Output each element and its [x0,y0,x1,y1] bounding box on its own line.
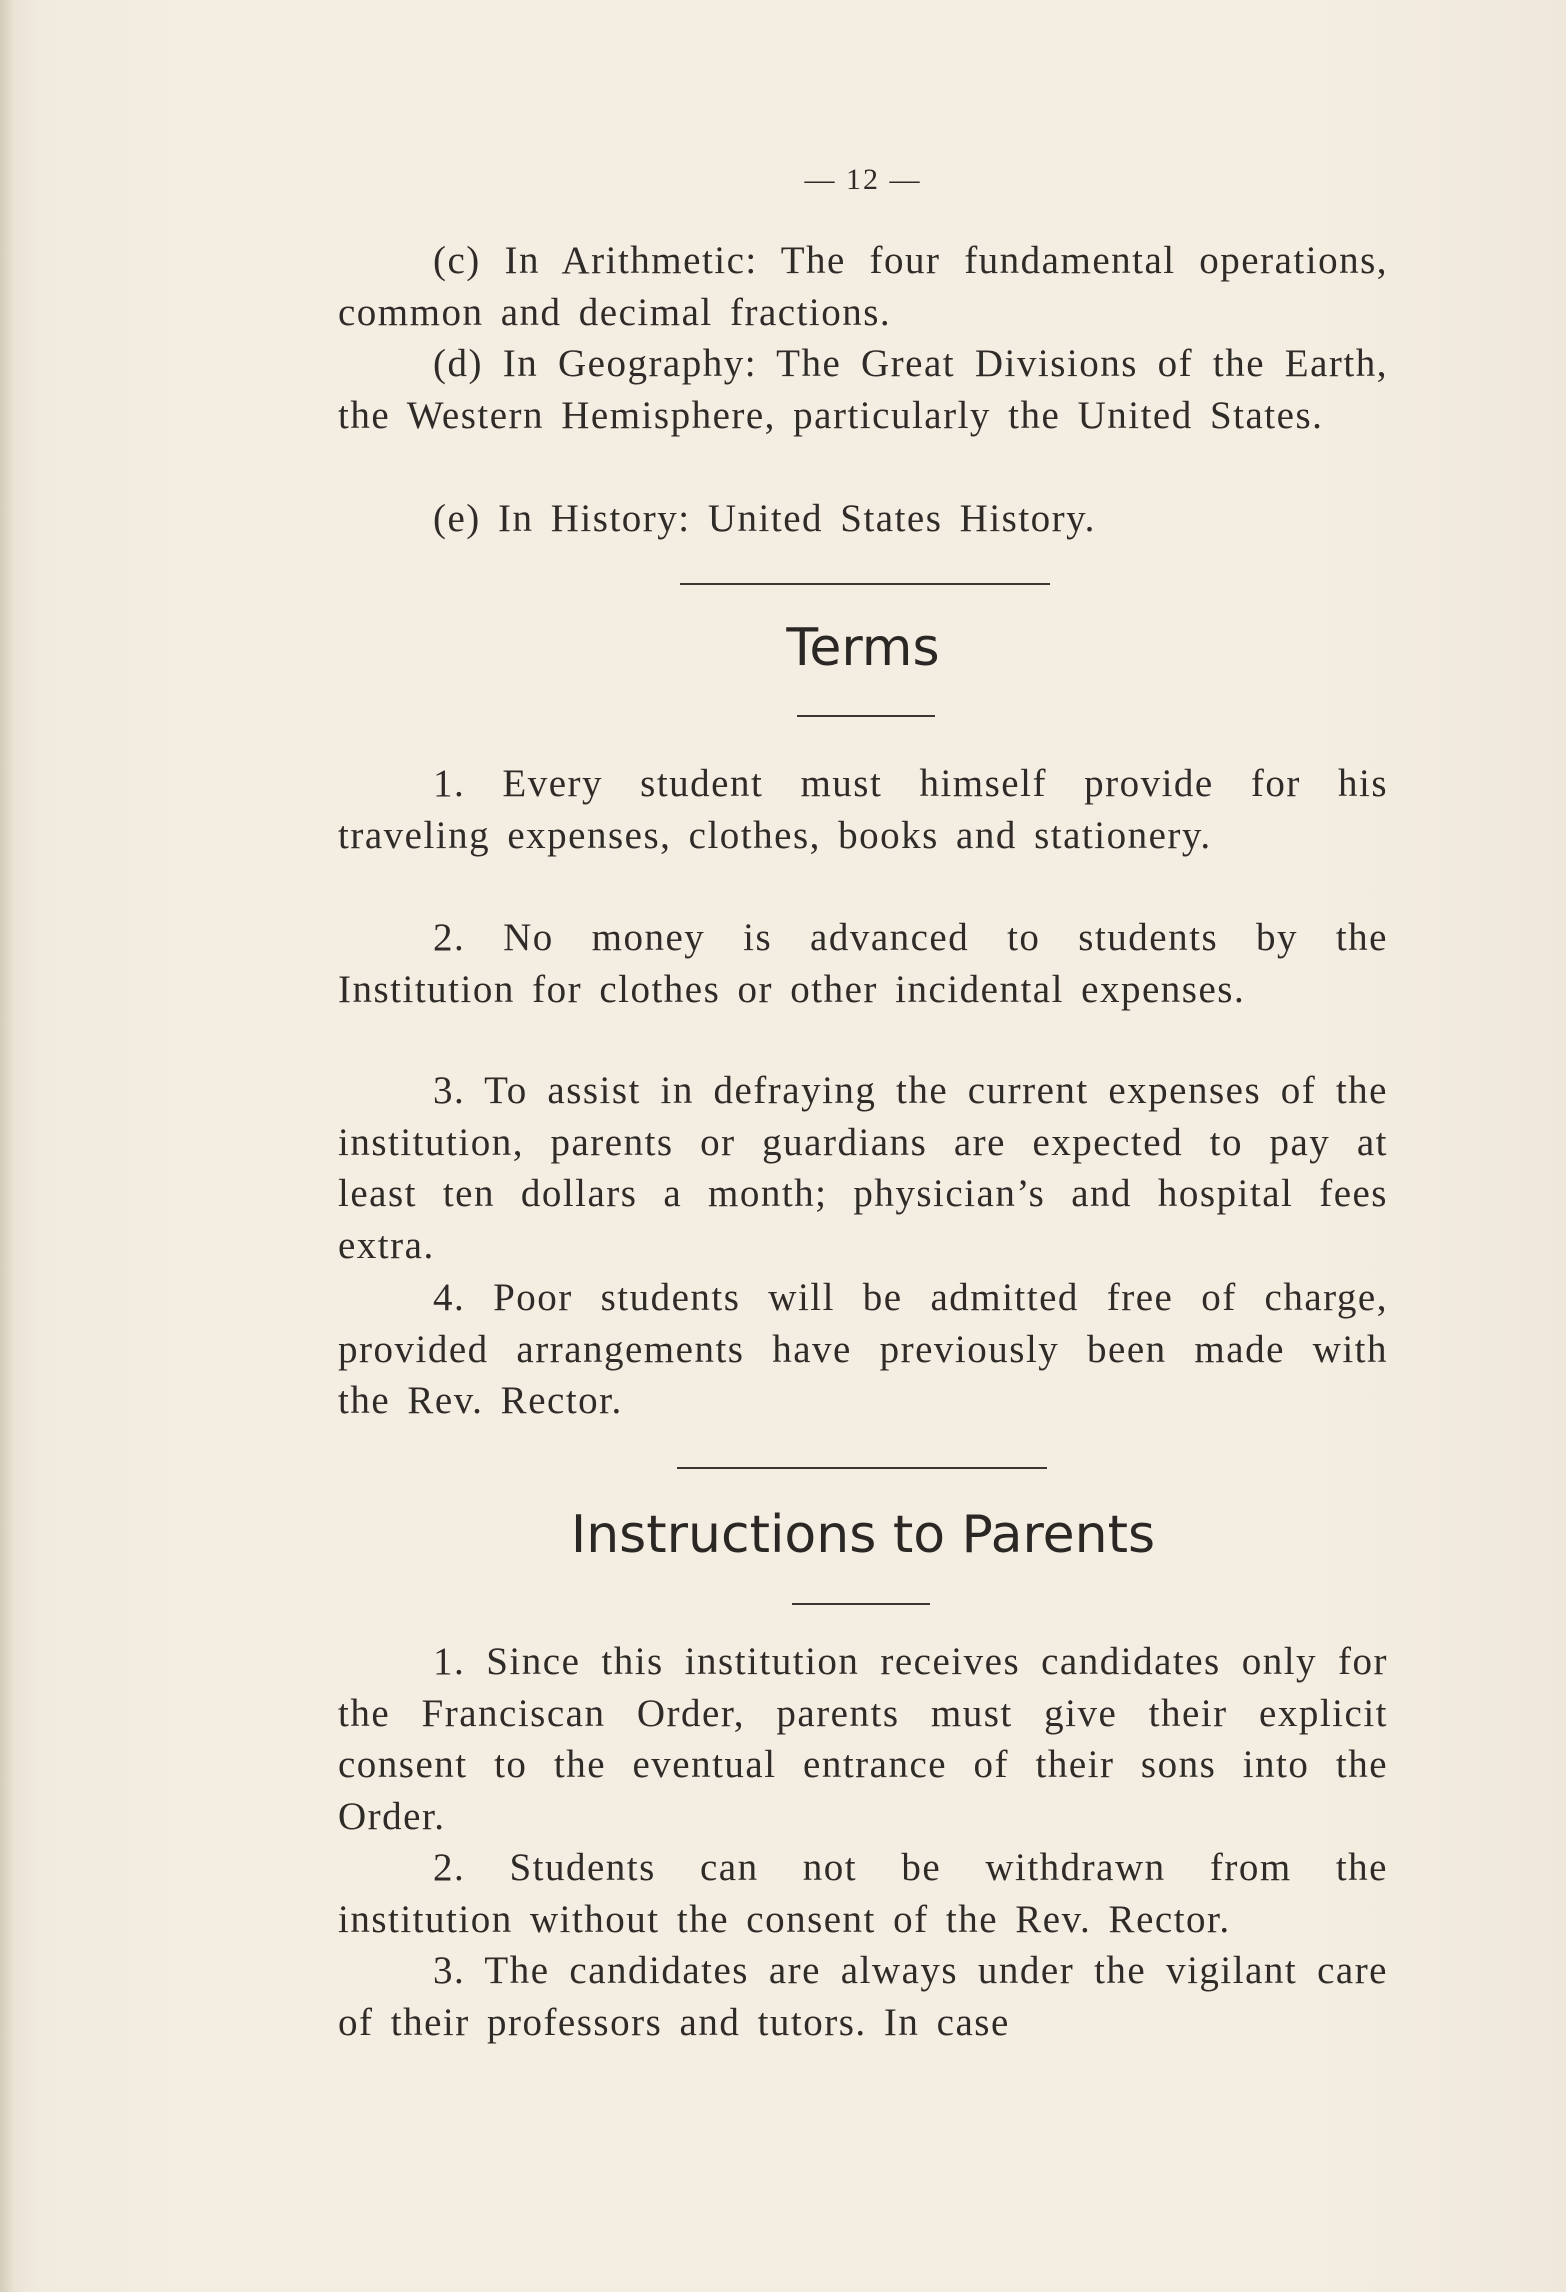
page-number: — 12 — [804,163,922,196]
terms-item-2: 2. No money is advanced to students by the Institution for clothes or other incidental expenses. [338,916,1388,1011]
instructions-item-3: 3. The candidates are always under the vigilant care of their professors and tutors. In case [338,1949,1388,2044]
terms-heading: Terms [786,618,940,678]
page-spine-shadow [0,0,14,2292]
section-divider-middle [677,1467,1047,1469]
terms-item-4: 4. Poor students will be admitted free of charge, provided arrangements have previously been made with the Rev. Rector. [338,1276,1388,1422]
section-divider-top [680,583,1050,585]
instructions-heading-underline [792,1603,930,1605]
instructions-heading: Instructions to Parents [570,1505,1156,1565]
intro-item-arithmetic: (c) In Arithmetic: The four fundamental operations, common and decimal fractions. [338,239,1388,334]
intro-item-history: (e) In History: United States History. [433,497,1096,540]
terms-heading-underline [797,715,935,717]
instructions-item-2: 2. Students can not be withdrawn from the institution without the consent of the Rev. Rector. [338,1846,1388,1941]
intro-item-geography: (d) In Geography: The Great Divisions of the Earth, the Western Hemisphere, particularly the United States. [338,342,1388,437]
terms-item-3: 3. To assist in defraying the current expenses of the institution, parents or guardians are expected to pay at least ten dollars a month; physician’s and hospital fees extra. [338,1069,1388,1267]
terms-item-1: 1. Every student must himself provide for his traveling expenses, clothes, books and stationery. [338,762,1388,857]
instructions-item-1: 1. Since this institution receives candidates only for the Franciscan Order, parents must give their explicit consent to the eventual entrance of their sons into the Order. [338,1640,1388,1838]
